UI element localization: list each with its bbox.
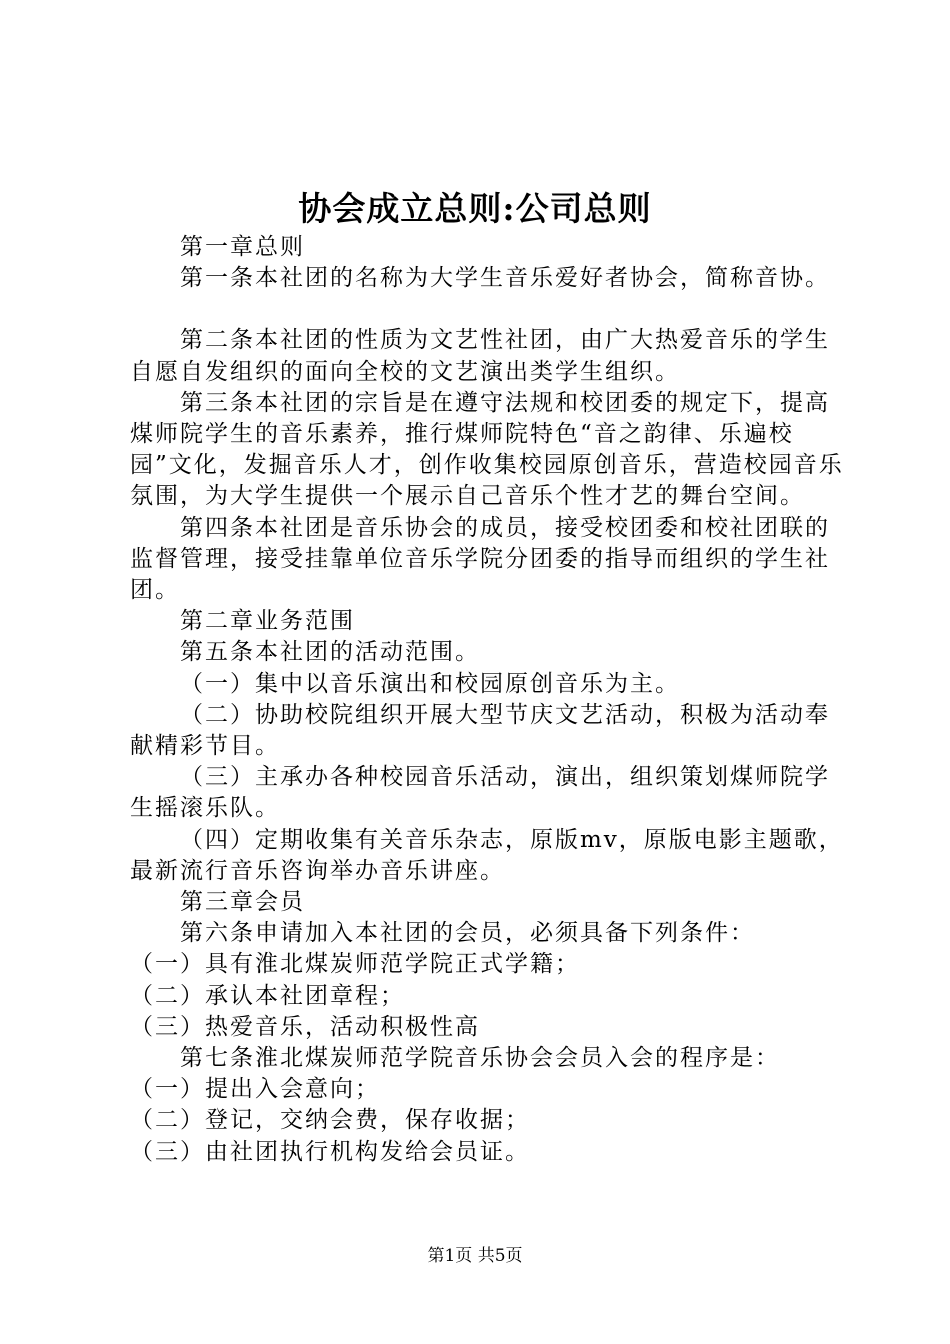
article-paragraph: 第四条本社团是音乐协会的成员，接受校团委和校社团联的监督管理，接受挂靠单位音乐学院分团委的指导而组织的学生社团。 — [130, 514, 830, 604]
list-item: （二）承认本社团章程； — [130, 982, 405, 1009]
article-paragraph: 第三条本社团的宗旨是在遵守法规和校团委的规定下，提高煤师院学生的音乐素养，推行煤师院特色“音之韵律、乐遍校园”文化，发掘音乐人才，创作收集校园原创音乐，营造校园音乐氛围，为大学生提供一个展示自己音乐个性才艺的舞台空间。 — [130, 389, 844, 510]
article-paragraph: 第一条本社团的名称为大学生音乐爱好者协会，简称音协。 — [180, 265, 830, 292]
article-paragraph: 第二条本社团的性质为文艺性社团，由广大热爱音乐的学生自愿自发组织的面向全校的文艺演出类学生组织。 — [130, 327, 830, 385]
list-item: （三）主承办各种校园音乐活动，演出，组织策划煤师院学生摇滚乐队。 — [130, 764, 830, 822]
list-item: （二）登记，交纳会费，保存收据； — [130, 1107, 530, 1134]
chapter-heading: 第三章会员 — [180, 889, 305, 916]
list-item: （二）协助校院组织开展大型节庆文艺活动，积极为活动奉献精彩节目。 — [130, 701, 830, 760]
paragraph-gap — [130, 294, 850, 325]
page-number: 第1页 共5页 — [427, 1246, 523, 1266]
article-paragraph: 第六条申请加入本社团的会员，必须具备下列条件： — [180, 920, 755, 947]
article-paragraph: 第七条淮北煤炭师范学院音乐协会会员入会的程序是： — [180, 1045, 780, 1072]
list-item: （三）由社团执行机构发给会员证。 — [130, 1138, 530, 1165]
chapter-heading: 第一章总则 — [180, 234, 305, 260]
list-item: （四）定期收集有关音乐杂志，原版mv，原版电影主题歌，最新流行音乐咨询举办音乐讲座。 — [130, 826, 844, 884]
list-item: （一）具有淮北煤炭师范学院正式学籍； — [130, 951, 580, 978]
article-paragraph: 第五条本社团的活动范围。 — [180, 639, 480, 666]
list-item: （一）集中以音乐演出和校园原创音乐为主。 — [180, 670, 680, 697]
chapter-heading: 第二章业务范围 — [180, 608, 355, 635]
document-body — [130, 232, 850, 1168]
document-title: 协会成立总则:公司总则 — [298, 189, 652, 228]
list-item: （三）热爱音乐，活动积极性高 — [130, 1013, 480, 1040]
list-item: （一）提出入会意向； — [130, 1076, 380, 1103]
